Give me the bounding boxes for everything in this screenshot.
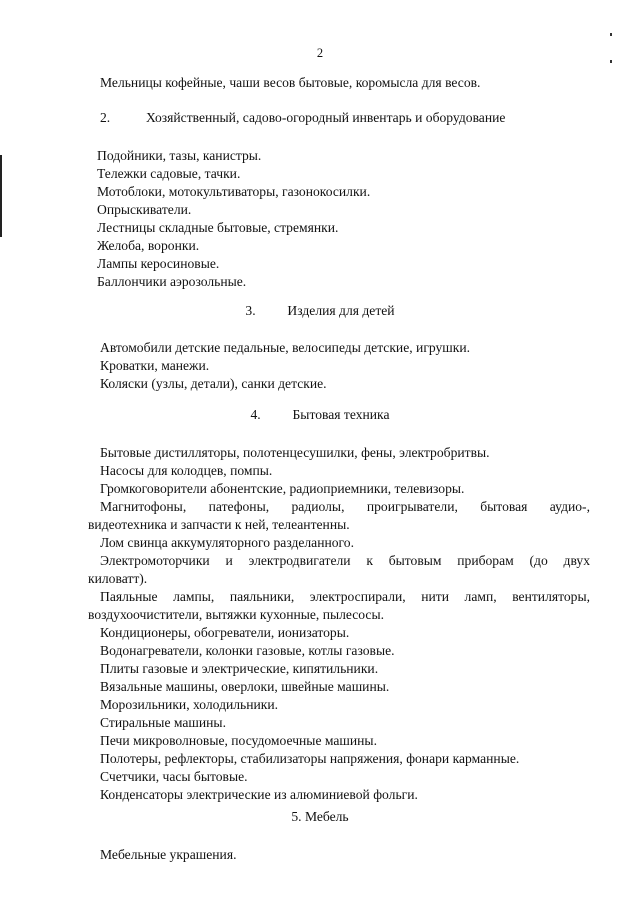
list-item-continuation: киловатт).: [88, 571, 148, 586]
list-item: Вязальные машины, оверлоки, швейные машины.: [100, 679, 390, 694]
section-title: Хозяйственный, садово-огородный инвентарь и оборудование: [146, 110, 506, 125]
list-item: Магнитофоны, патефоны, радиолы, проигрыватели, бытовая аудио-,: [100, 499, 590, 514]
list-item: Лом свинца аккумуляторного разделанного.: [100, 535, 354, 550]
list-item: Полотеры, рефлекторы, стабилизаторы напряжения, фонари карманные.: [100, 751, 520, 766]
list-item: Счетчики, часы бытовые.: [100, 769, 248, 784]
scan-edge-line: [0, 155, 2, 237]
list-item: Кроватки, манежи.: [100, 358, 210, 373]
list-item: Лестницы складные бытовые, стремянки.: [97, 220, 339, 235]
section-title: Изделия для детей: [287, 303, 395, 318]
section-number: 3.: [245, 303, 256, 318]
section-5-list: [100, 846, 590, 864]
list-item: Коляски (узлы, детали), санки детские.: [100, 376, 327, 391]
section-2-heading: [100, 109, 590, 127]
list-item: Мотоблоки, мотокультиваторы, газонокосилки.: [97, 184, 371, 199]
list-item: Лампы керосиновые.: [97, 256, 220, 271]
scan-speck: [610, 60, 612, 63]
list-item: Стиральные машины.: [100, 715, 226, 730]
section-5-heading: 5. Мебель: [291, 809, 349, 824]
list-item: Громкоговорители абонентские, радиоприемники, телевизоры.: [100, 481, 465, 496]
section-4-heading: [0, 406, 640, 424]
list-item: Морозильники, холодильники.: [100, 697, 279, 712]
list-item: Мебельные украшения.: [100, 847, 237, 862]
list-item: Подойники, тазы, канистры.: [97, 148, 262, 163]
scan-speck: [610, 33, 612, 36]
list-item: Конденсаторы электрические из алюминиевой фольги.: [100, 787, 418, 802]
list-item: Насосы для колодцев, помпы.: [100, 463, 273, 478]
section-4-list: [88, 444, 590, 804]
list-item: Водонагреватели, колонки газовые, котлы газовые.: [100, 643, 395, 658]
list-item: Электромоторчики и электродвигатели к бытовым приборам (до двух: [100, 553, 590, 568]
list-item: Опрыскиватели.: [97, 202, 192, 217]
section-number: 4.: [250, 407, 261, 422]
list-item: Печи микроволновые, посудомоечные машины.: [100, 733, 377, 748]
list-item: Паяльные лампы, паяльники, электроспирали, нити ламп, вентиляторы,: [100, 589, 590, 604]
intro-line: Мельницы кофейные, чаши весов бытовые, коромысла для весов.: [100, 75, 481, 90]
page-number: 2: [316, 46, 324, 60]
section-3-list: [100, 339, 590, 393]
list-item: Бытовые дистилляторы, полотенцесушилки, фены, электробритвы.: [100, 445, 490, 460]
section-3-heading: [0, 302, 640, 320]
section-2-list: [97, 147, 587, 291]
list-item: Баллончики аэрозольные.: [97, 274, 247, 289]
list-item: Тележки садовые, тачки.: [97, 166, 241, 181]
section-title: Бытовая техника: [292, 407, 390, 422]
list-item: Желоба, воронки.: [97, 238, 200, 253]
section-number: 2.: [100, 110, 111, 125]
list-item: Плиты газовые и электрические, кипятильники.: [100, 661, 379, 676]
list-item-continuation: видеотехника и запчасти к ней, телеантенны.: [88, 517, 350, 532]
list-item: Автомобили детские педальные, велосипеды детские, игрушки.: [100, 340, 471, 355]
list-item-continuation: воздухоочистители, вытяжки кухонные, пылесосы.: [88, 607, 385, 622]
list-item: Кондиционеры, обогреватели, ионизаторы.: [100, 625, 350, 640]
